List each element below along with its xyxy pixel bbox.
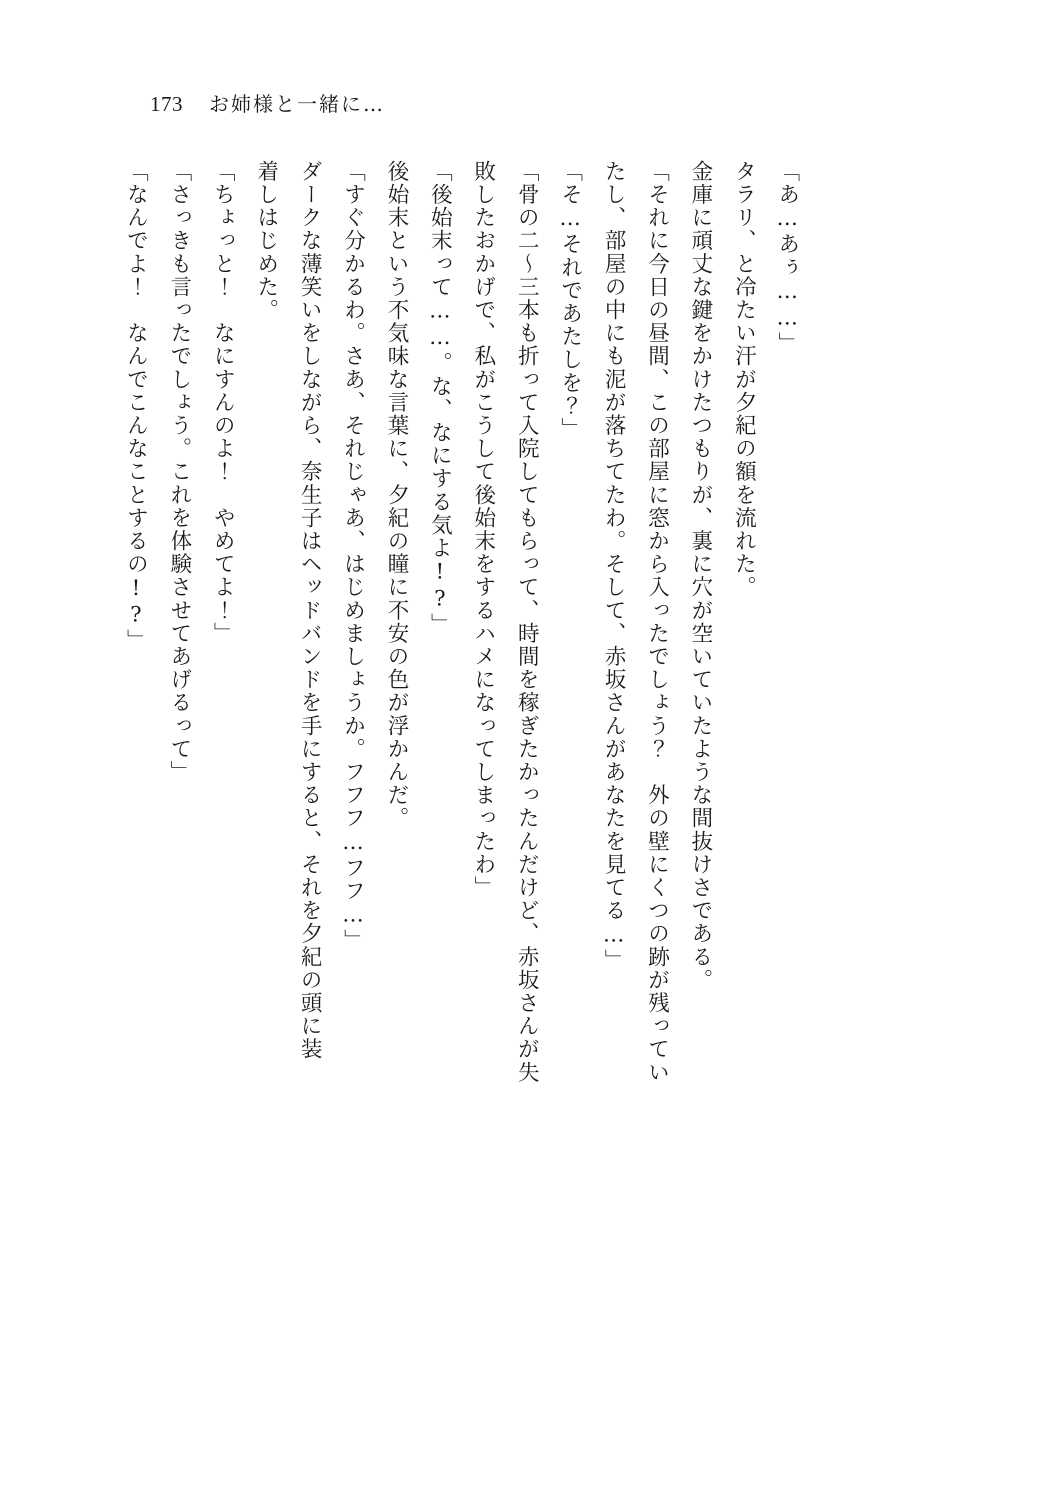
paragraph: 「ちょっと！ なにすんのよ！ やめてよ！」 <box>210 160 236 646</box>
running-head <box>150 88 385 117</box>
paragraph: 「それに今日の昼間、この部屋に窓から入ったでしょう？ 外の壁にくつの跡が残ってい <box>644 160 670 1084</box>
page-number: 173 <box>150 92 183 116</box>
paragraph: 「そ…それであたしを？」 <box>557 160 583 441</box>
paragraph: 「すぐ分かるわ。さあ、それじゃあ、はじめましょうか。フフフ…フフ…」 <box>340 160 366 953</box>
vertical-text-block <box>114 160 809 1390</box>
paragraph: ダークな薄笑いをしながら、奈生子はヘッドバンドを手にすると、それを夕紀の頭に装 <box>297 160 323 1061</box>
paragraph: 「さっきも言ったでしょう。これを体験させてあげるって」 <box>166 160 192 784</box>
paragraph: 「あ…あぅ……」 <box>774 160 800 356</box>
chapter-title: お姉様と一緒に… <box>209 92 385 116</box>
paragraph: 「なんでよ！ なんでこんなことするの!?」 <box>123 160 149 653</box>
paragraph: タラリ、と冷たい汗が夕紀の額を流れた。 <box>731 160 757 599</box>
page-body <box>114 160 974 1390</box>
paragraph: 金庫に頑丈な鍵をかけたつもりが、裏に穴が空いていたような間抜けさである。 <box>687 160 713 992</box>
paragraph: たし、部屋の中にも泥が落ちてたわ。そして、赤坂さんがあなたを見てる…」 <box>601 160 627 972</box>
paragraph: 着しはじめた。 <box>253 160 279 322</box>
paragraph: 「骨の二〜三本も折って入院してもらって、時間を稼ぎたかったんだけど、赤坂さんが失 <box>514 160 540 1084</box>
paragraph: 後始末という不気味な言葉に、夕紀の瞳に不安の色が浮かんだ。 <box>383 160 409 830</box>
paragraph: 「後始末って……。な、なにする気よ!?」 <box>427 160 453 636</box>
paragraph: 敗したおかげで、私がこうして後始末をするハメになってしまったわ」 <box>470 160 496 900</box>
